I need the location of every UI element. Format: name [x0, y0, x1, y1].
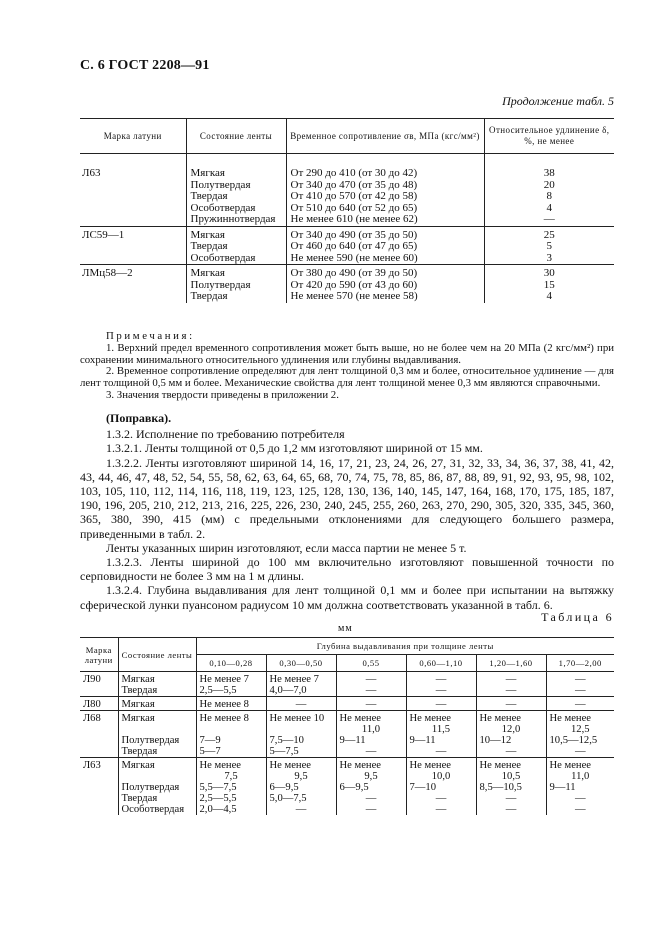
- depth-cell: 4,0—7,0: [266, 685, 336, 697]
- depth-cell: —: [476, 672, 546, 686]
- depth-cell: —: [546, 685, 614, 697]
- t6-thickness-header: 0,55: [336, 655, 406, 672]
- state-cell: [118, 724, 196, 735]
- depth-cell: 9—11: [546, 782, 614, 793]
- depth-cell: 10,0: [406, 771, 476, 782]
- depth-cell: Не менее: [406, 711, 476, 725]
- depth-cell: —: [336, 672, 406, 686]
- depth-cell: 11,0: [336, 724, 406, 735]
- note-3: 3. Значения твердости приведены в приложении 2.: [106, 388, 339, 401]
- table-row: [80, 226, 614, 241]
- strength-cell: От 510 до 640 (от 52 до 65): [286, 203, 484, 215]
- state-cell: Мягкая: [186, 226, 286, 241]
- depth-cell: —: [406, 685, 476, 697]
- depth-cell: Не менее: [336, 758, 406, 772]
- table-row: [80, 735, 614, 746]
- state-cell: Полутвердая: [118, 782, 196, 793]
- table6-body: [80, 672, 614, 816]
- brand-cell: [80, 191, 186, 203]
- table-6: [80, 637, 614, 815]
- t6-thickness-header: 0,60—1,10: [406, 655, 476, 672]
- depth-cell: Не менее 8: [196, 697, 266, 711]
- state-cell: Твердая: [118, 793, 196, 804]
- brand-cell: [80, 180, 186, 192]
- state-cell: Полутвердая: [186, 180, 286, 192]
- table-row: [80, 697, 614, 711]
- depth-cell: 2,5—5,5: [196, 685, 266, 697]
- elongation-cell: 38: [484, 154, 614, 180]
- strength-cell: От 420 до 590 (от 43 до 60): [286, 280, 484, 292]
- strength-cell: От 340 до 470 (от 35 до 48): [286, 180, 484, 192]
- t6-thickness-header: 0,30—0,50: [266, 655, 336, 672]
- depth-cell: 6—9,5: [266, 782, 336, 793]
- depth-cell: 7—9: [196, 735, 266, 746]
- brand-cell: [80, 253, 186, 265]
- state-cell: Особотвердая: [186, 253, 286, 265]
- t6-thickness-header: 1,70—2,00: [546, 655, 614, 672]
- state-cell: Твердая: [186, 291, 286, 303]
- depth-cell: —: [476, 685, 546, 697]
- table-row: [80, 758, 614, 772]
- depth-cell: Не менее: [266, 758, 336, 772]
- t6-thickness-header: 1,20—1,60: [476, 655, 546, 672]
- state-cell: Пружиннотвердая: [186, 214, 286, 226]
- depth-cell: Не менее 10: [266, 711, 336, 725]
- state-cell: Мягкая: [118, 758, 196, 772]
- depth-cell: 5,5—7,5: [196, 782, 266, 793]
- brand-cell: ЛМц58—2: [80, 265, 186, 280]
- table6-unit: мм: [338, 623, 353, 634]
- depth-cell: Не менее: [476, 711, 546, 725]
- depth-cell: —: [546, 672, 614, 686]
- strength-cell: Не менее 570 (не менее 58): [286, 291, 484, 303]
- table-row: [80, 253, 614, 265]
- brand-cell: Л68: [80, 711, 118, 725]
- table-row: [80, 793, 614, 804]
- brand-cell: Л63: [82, 167, 101, 179]
- table-row: [80, 672, 614, 686]
- table-row: [80, 685, 614, 697]
- depth-cell: —: [476, 697, 546, 711]
- elongation-cell: 4: [484, 291, 614, 303]
- brand-cell: [80, 735, 118, 746]
- table-row: [80, 771, 614, 782]
- brand-cell: [80, 241, 186, 253]
- depth-cell: 11,0: [546, 771, 614, 782]
- paragraph-1-3-2-1: 1.3.2.1. Ленты толщиной от 0,5 до 1,2 мм изготовляют шириной от 15 мм.: [106, 441, 483, 456]
- depth-cell: 7—10: [406, 782, 476, 793]
- elongation-cell: 8: [484, 191, 614, 203]
- depth-cell: 10,5—12,5: [546, 735, 614, 746]
- depth-cell: —: [336, 746, 406, 758]
- table-row: [80, 191, 614, 203]
- state-cell: Мягкая: [186, 154, 286, 180]
- depth-cell: 9—11: [406, 735, 476, 746]
- depth-cell: 8,5—10,5: [476, 782, 546, 793]
- depth-cell: 2,0—4,5: [196, 804, 266, 815]
- paragraph-1-3-2-3: 1.3.2.3. Ленты шириной до 100 мм включительно изготовляют повышенной точности по серповидности не более 3 мм на 1 м длины.: [80, 555, 614, 584]
- elongation-cell: 25: [484, 226, 614, 241]
- depth-cell: —: [406, 804, 476, 815]
- col-strength-header: Временное сопротивление σв, МПа (кгс/мм²): [286, 119, 484, 154]
- strength-cell: От 460 до 640 (от 47 до 65): [286, 241, 484, 253]
- table6-caption: Таблица 6: [541, 610, 614, 624]
- depth-cell: 5—7: [196, 746, 266, 758]
- col-state-header: Состояние ленты: [186, 119, 286, 154]
- body-text: [80, 411, 614, 612]
- depth-cell: —: [406, 672, 476, 686]
- t6-col-state-header: Состояние ленты: [118, 638, 196, 672]
- state-cell: Особотвердая: [186, 203, 286, 215]
- brand-cell: [80, 203, 186, 215]
- notes-block: [80, 331, 614, 402]
- state-cell: Полутвердая: [186, 280, 286, 292]
- depth-cell: —: [336, 685, 406, 697]
- table-row: [80, 291, 614, 303]
- depth-cell: —: [336, 697, 406, 711]
- depth-cell: Не менее: [546, 711, 614, 725]
- depth-cell: 9,5: [336, 771, 406, 782]
- depth-cell: Не менее: [476, 758, 546, 772]
- depth-cell: Не менее: [546, 758, 614, 772]
- state-cell: Твердая: [118, 685, 196, 697]
- table-5: [80, 118, 614, 303]
- paragraph-1-3-2-4: 1.3.2.4. Глубина выдавливания для лент толщиной 0,1 мм и более при испытании на вытяжку сферической лунки пуансоном радиусом 10 мм должна соответствовать указанной в табл. 6.: [80, 583, 614, 612]
- depth-cell: 10,5: [476, 771, 546, 782]
- state-cell: Полутвердая: [118, 735, 196, 746]
- depth-cell: 6—9,5: [336, 782, 406, 793]
- table5-body: [80, 154, 614, 303]
- notes-heading: Примечания:: [106, 330, 195, 342]
- elongation-cell: —: [484, 214, 614, 226]
- depth-cell: 5,0—7,5: [266, 793, 336, 804]
- depth-cell: 7,5—10: [266, 735, 336, 746]
- col-elongation-header: Относительное удлинение δ, %, не менее: [484, 119, 614, 154]
- depth-cell: Не менее 7: [196, 672, 266, 686]
- paragraph-batch-mass: Ленты указанных ширин изготовляют, если масса партии не менее 5 т.: [106, 540, 467, 555]
- brand-cell: [80, 793, 118, 804]
- strength-cell: От 290 до 410 (от 30 до 42): [286, 154, 484, 180]
- elongation-cell: 15: [484, 280, 614, 292]
- t6-thickness-header: 0,10—0,28: [196, 655, 266, 672]
- state-cell: Мягкая: [118, 672, 196, 686]
- depth-cell: —: [406, 746, 476, 758]
- elongation-cell: 20: [484, 180, 614, 192]
- state-cell: Мягкая: [186, 265, 286, 280]
- state-cell: Мягкая: [118, 697, 196, 711]
- depth-cell: Не менее: [336, 711, 406, 725]
- state-cell: Особотвердая: [118, 804, 196, 815]
- depth-cell: —: [546, 804, 614, 815]
- depth-cell: 7,5: [196, 771, 266, 782]
- depth-cell: —: [406, 793, 476, 804]
- brand-cell: [80, 280, 186, 292]
- depth-cell: —: [476, 804, 546, 815]
- depth-cell: 12,0: [476, 724, 546, 735]
- depth-cell: 5—7,5: [266, 746, 336, 758]
- brand-cell: [80, 771, 118, 782]
- depth-cell: 9—11: [336, 735, 406, 746]
- t6-col-group-header: Глубина выдавливания при толщине ленты: [196, 638, 614, 655]
- depth-cell: —: [476, 746, 546, 758]
- brand-cell: [80, 685, 118, 697]
- depth-cell: —: [476, 793, 546, 804]
- table-row: [80, 782, 614, 793]
- depth-cell: —: [266, 697, 336, 711]
- depth-cell: —: [336, 804, 406, 815]
- depth-cell: 11,5: [406, 724, 476, 735]
- brand-cell: Л63: [80, 758, 118, 772]
- brand-cell: Л90: [80, 672, 118, 686]
- strength-cell: Не менее 590 (не менее 60): [286, 253, 484, 265]
- table-row: [80, 724, 614, 735]
- depth-cell: [196, 724, 266, 735]
- table-row: [80, 746, 614, 758]
- strength-cell: От 380 до 490 (от 39 до 50): [286, 265, 484, 280]
- note-2: 2. Временное сопротивление определяют для лент толщиной 0,3 мм и более, относительное удлинение — для лент толщиной 0,5 мм и более. Механические свойства для лент толщиной менее 0,3 мм являются справочными.: [80, 365, 614, 390]
- depth-cell: 9,5: [266, 771, 336, 782]
- state-cell: [118, 771, 196, 782]
- depth-cell: —: [266, 804, 336, 815]
- depth-cell: Не менее 7: [266, 672, 336, 686]
- elongation-cell: 4: [484, 203, 614, 215]
- state-cell: Мягкая: [118, 711, 196, 725]
- page-header: С. 6 ГОСТ 2208—91: [80, 58, 210, 73]
- depth-cell: —: [546, 793, 614, 804]
- table5-continuation-label: Продолжение табл. 5: [502, 94, 614, 108]
- depth-cell: 12,5: [546, 724, 614, 735]
- state-cell: Твердая: [118, 746, 196, 758]
- note-1: 1. Верхний предел временного сопротивления может быть выше, но не более чем на 20 МПа (2 кгс/мм²) при сохранении минимального относительного удлинения или глубины выдавливания.: [80, 341, 614, 366]
- table-row: [80, 265, 614, 280]
- state-cell: Твердая: [186, 241, 286, 253]
- elongation-cell: 3: [484, 253, 614, 265]
- state-cell: Твердая: [186, 191, 286, 203]
- depth-cell: 10—12: [476, 735, 546, 746]
- brand-cell: ЛС59—1: [80, 226, 186, 241]
- elongation-cell: 30: [484, 265, 614, 280]
- table-row: [80, 804, 614, 815]
- depth-cell: Не менее 8: [196, 711, 266, 725]
- paragraph-1-3-2-2: 1.3.2.2. Ленты изготовляют шириной 14, 16, 17, 21, 23, 24, 26, 27, 31, 32, 33, 34, 36, 37, 38, 41, 42, 43, 44, 46, 47, 48, 52, 54, 55, 58, 62, 63, 64, 65, 68, 70, 74, 75, 78, 85, 86, 87, 88, 89, 91, 92, 93, 95, 98, 102, 103, 105, 110, 112, 114, 116, 118, 119, 123, 125, 128, 130, 136, 140, 145, 147, 164, 168, 170, 175, 185, 187, 190, 196, 205, 210, 212, 213, 216, 225, 226, 230, 240, 245, 255, 260, 263, 270, 290, 305, 320, 335, 345, 360, 365, 380, 390, 415 (мм) с предельными отклонениями для следующего большего размера, приведенными в табл. 2.: [80, 455, 614, 541]
- brand-cell: [80, 782, 118, 793]
- brand-cell: [80, 724, 118, 735]
- table-row: [80, 214, 614, 226]
- table-row: [80, 154, 614, 180]
- col-brand-header: Марка латуни: [80, 119, 186, 154]
- strength-cell: От 340 до 490 (от 35 до 50): [286, 226, 484, 241]
- depth-cell: Не менее: [406, 758, 476, 772]
- depth-cell: [266, 724, 336, 735]
- paragraph-1-3-2: 1.3.2. Исполнение по требованию потребителя: [106, 427, 345, 442]
- depth-cell: —: [406, 697, 476, 711]
- strength-cell: Не менее 610 (не менее 62): [286, 214, 484, 226]
- brand-cell: Л80: [80, 697, 118, 711]
- t6-col-brand-header: Марка латуни: [80, 638, 118, 672]
- brand-cell: [80, 804, 118, 815]
- strength-cell: От 410 до 570 (от 42 до 58): [286, 191, 484, 203]
- table-row: [80, 711, 614, 725]
- depth-cell: —: [546, 746, 614, 758]
- brand-cell: [80, 291, 186, 303]
- brand-cell: [80, 746, 118, 758]
- depth-cell: Не менее: [196, 758, 266, 772]
- table-row: [80, 241, 614, 253]
- brand-cell: [80, 214, 186, 226]
- amendment-label: (Поправка).: [106, 411, 172, 425]
- elongation-cell: 5: [484, 241, 614, 253]
- depth-cell: —: [336, 793, 406, 804]
- depth-cell: 2,5—5,5: [196, 793, 266, 804]
- depth-cell: —: [546, 697, 614, 711]
